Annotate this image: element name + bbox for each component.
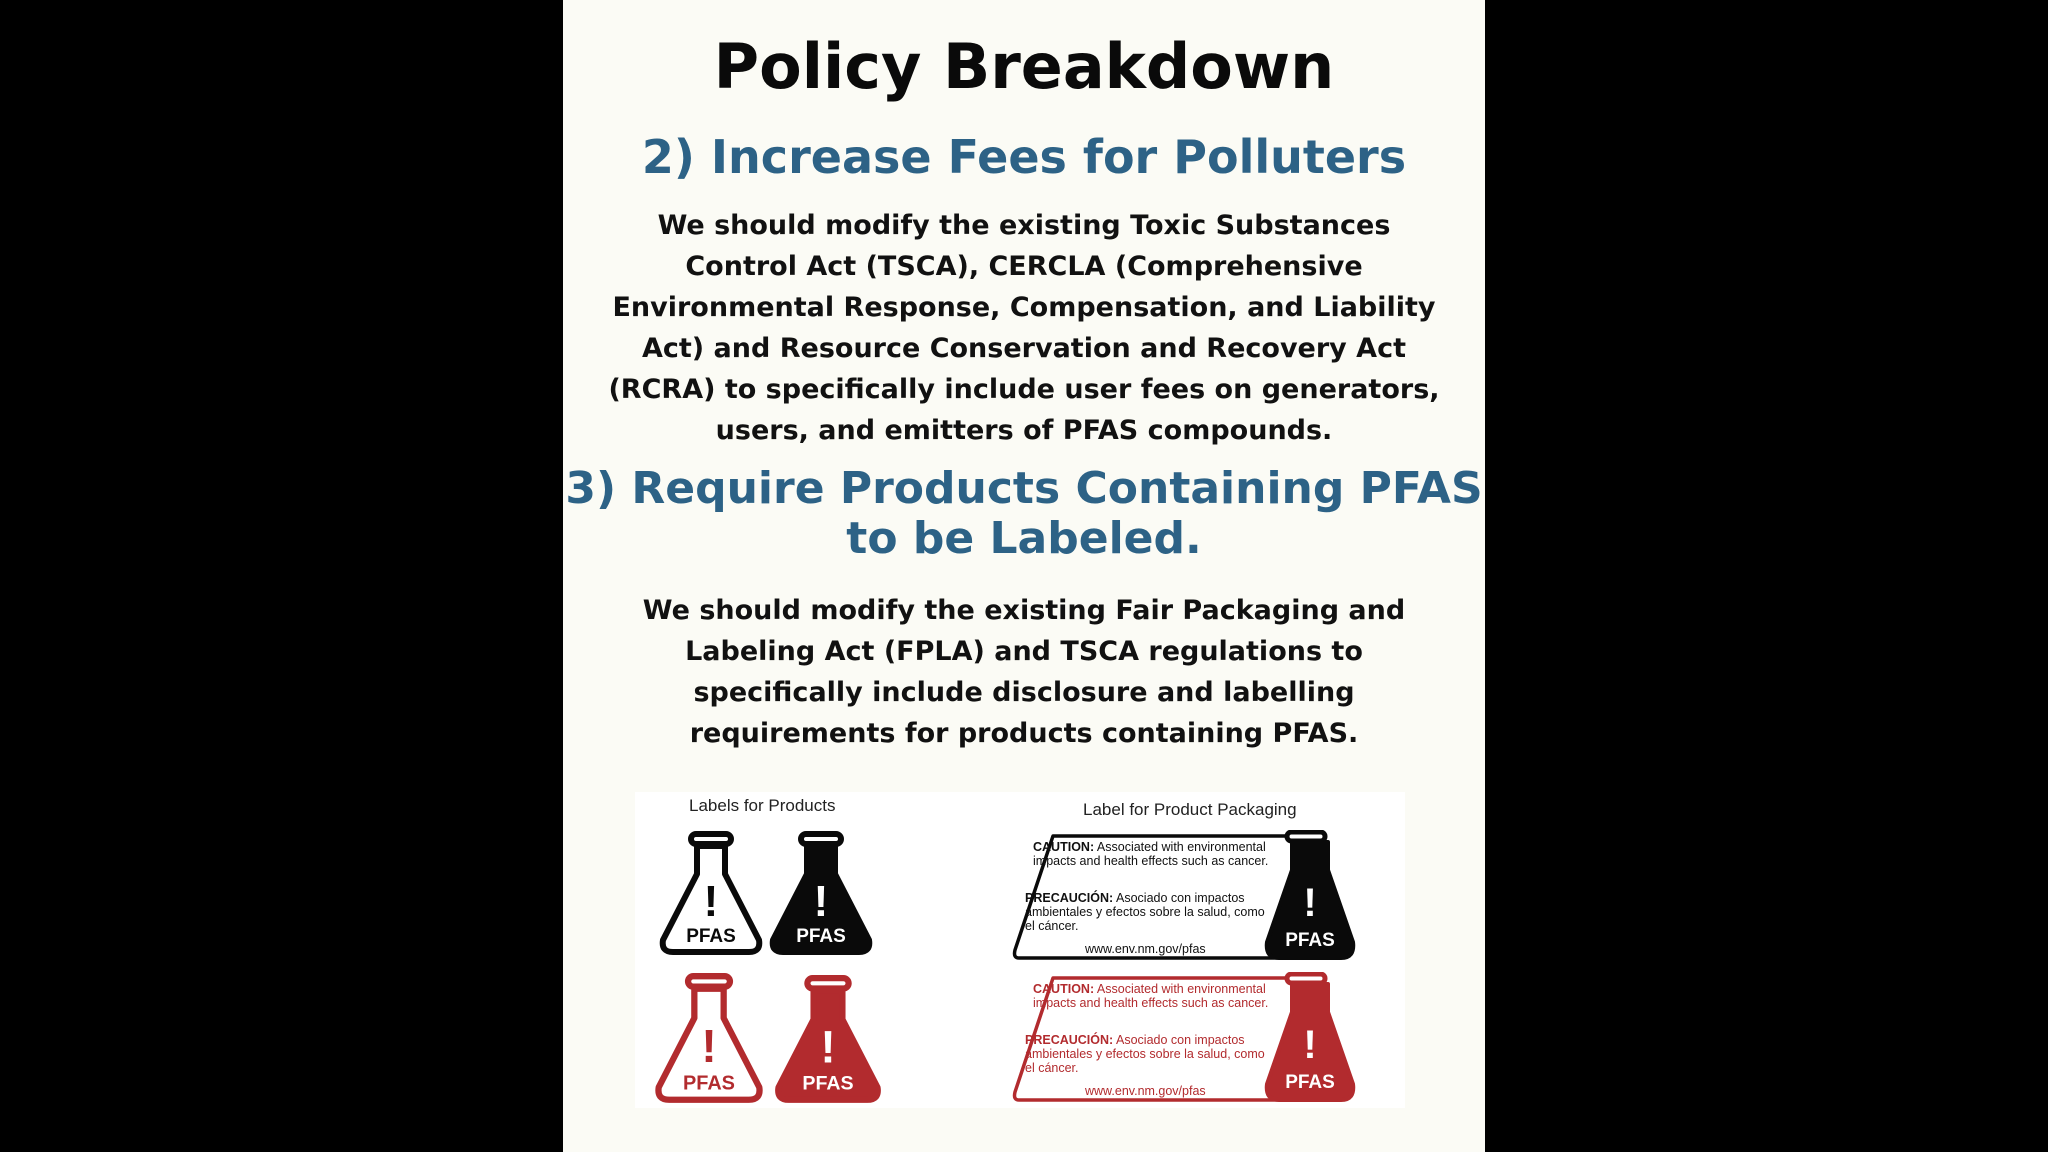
packaging-url: www.env.nm.gov/pfas [1085,942,1206,956]
precaucion-label: PRECAUCIÓN: [1025,1033,1114,1047]
caution-spanish [1025,1033,1277,1075]
flask-outline-black-icon [657,830,765,958]
caption-label-for-packaging: Label for Product Packaging [1083,800,1297,819]
flask-mark: ! [701,1020,717,1073]
precaucion-text: Asociado con impactos ambientales y efectos sobre la salud, como el cáncer. [1025,1033,1265,1075]
flask-mark: ! [1303,1023,1317,1067]
caution-text: Associated with environmental impacts and health effects such as cancer. [1033,982,1269,1010]
section-2-body: We should modify the existing Toxic Substances Control Act (TSCA), CERCLA (Comprehensive Environmental Response, Compensation, and Liability Act) and Resource Conservation and Recovery Act (RCRA) to specifically include user fees on generators, users, and emitters of PFAS compounds. [608,210,1440,446]
caption-labels-for-products: Labels for Products [689,796,836,815]
flask-solid-black-icon [767,830,875,958]
packaging-label-black [1011,830,1381,964]
caution-label: CAUTION: [1033,840,1095,854]
caution-text: Associated with environmental impacts and health effects such as cancer. [1033,840,1269,868]
caution-english [1033,982,1271,1010]
flask-mark: ! [820,1021,836,1073]
precaucion-text: Asociado con impactos ambientales y efectos sobre la salud, como el cáncer. [1025,891,1265,933]
caution-label: CAUTION: [1033,982,1095,996]
section-3-body: We should modify the existing Fair Packaging and Labeling Act (FPLA) and TSCA regulations to specifically include disclosure and labelling requirements for products containing PFAS. [642,595,1406,749]
flask-outline-red-icon [651,972,767,1106]
precaucion-label: PRECAUCIÓN: [1025,891,1114,905]
flask-label: PFAS [686,926,736,947]
section-3-heading: 3) Require Products Containing PFAS to be Labeled. [565,463,1483,564]
flask-mark: ! [813,877,829,926]
caution-english [1033,840,1271,868]
flask-mark: ! [1303,881,1317,925]
flask-label: PFAS [796,926,846,947]
slide [563,0,1485,1152]
flask-label: PFAS [1285,1072,1335,1093]
flask-solid-red-icon [771,974,885,1106]
page-title: Policy Breakdown [713,30,1335,103]
section-2-heading: 2) Increase Fees for Polluters [641,130,1407,184]
packaging-url: www.env.nm.gov/pfas [1085,1084,1206,1098]
caution-spanish [1025,891,1277,933]
flask-label: PFAS [802,1072,854,1095]
packaging-label-red [1011,972,1381,1106]
flask-label: PFAS [683,1072,735,1095]
pfas-labels-graphic [635,792,1405,1108]
flask-label: PFAS [1285,930,1335,951]
flask-mark: ! [703,877,719,926]
